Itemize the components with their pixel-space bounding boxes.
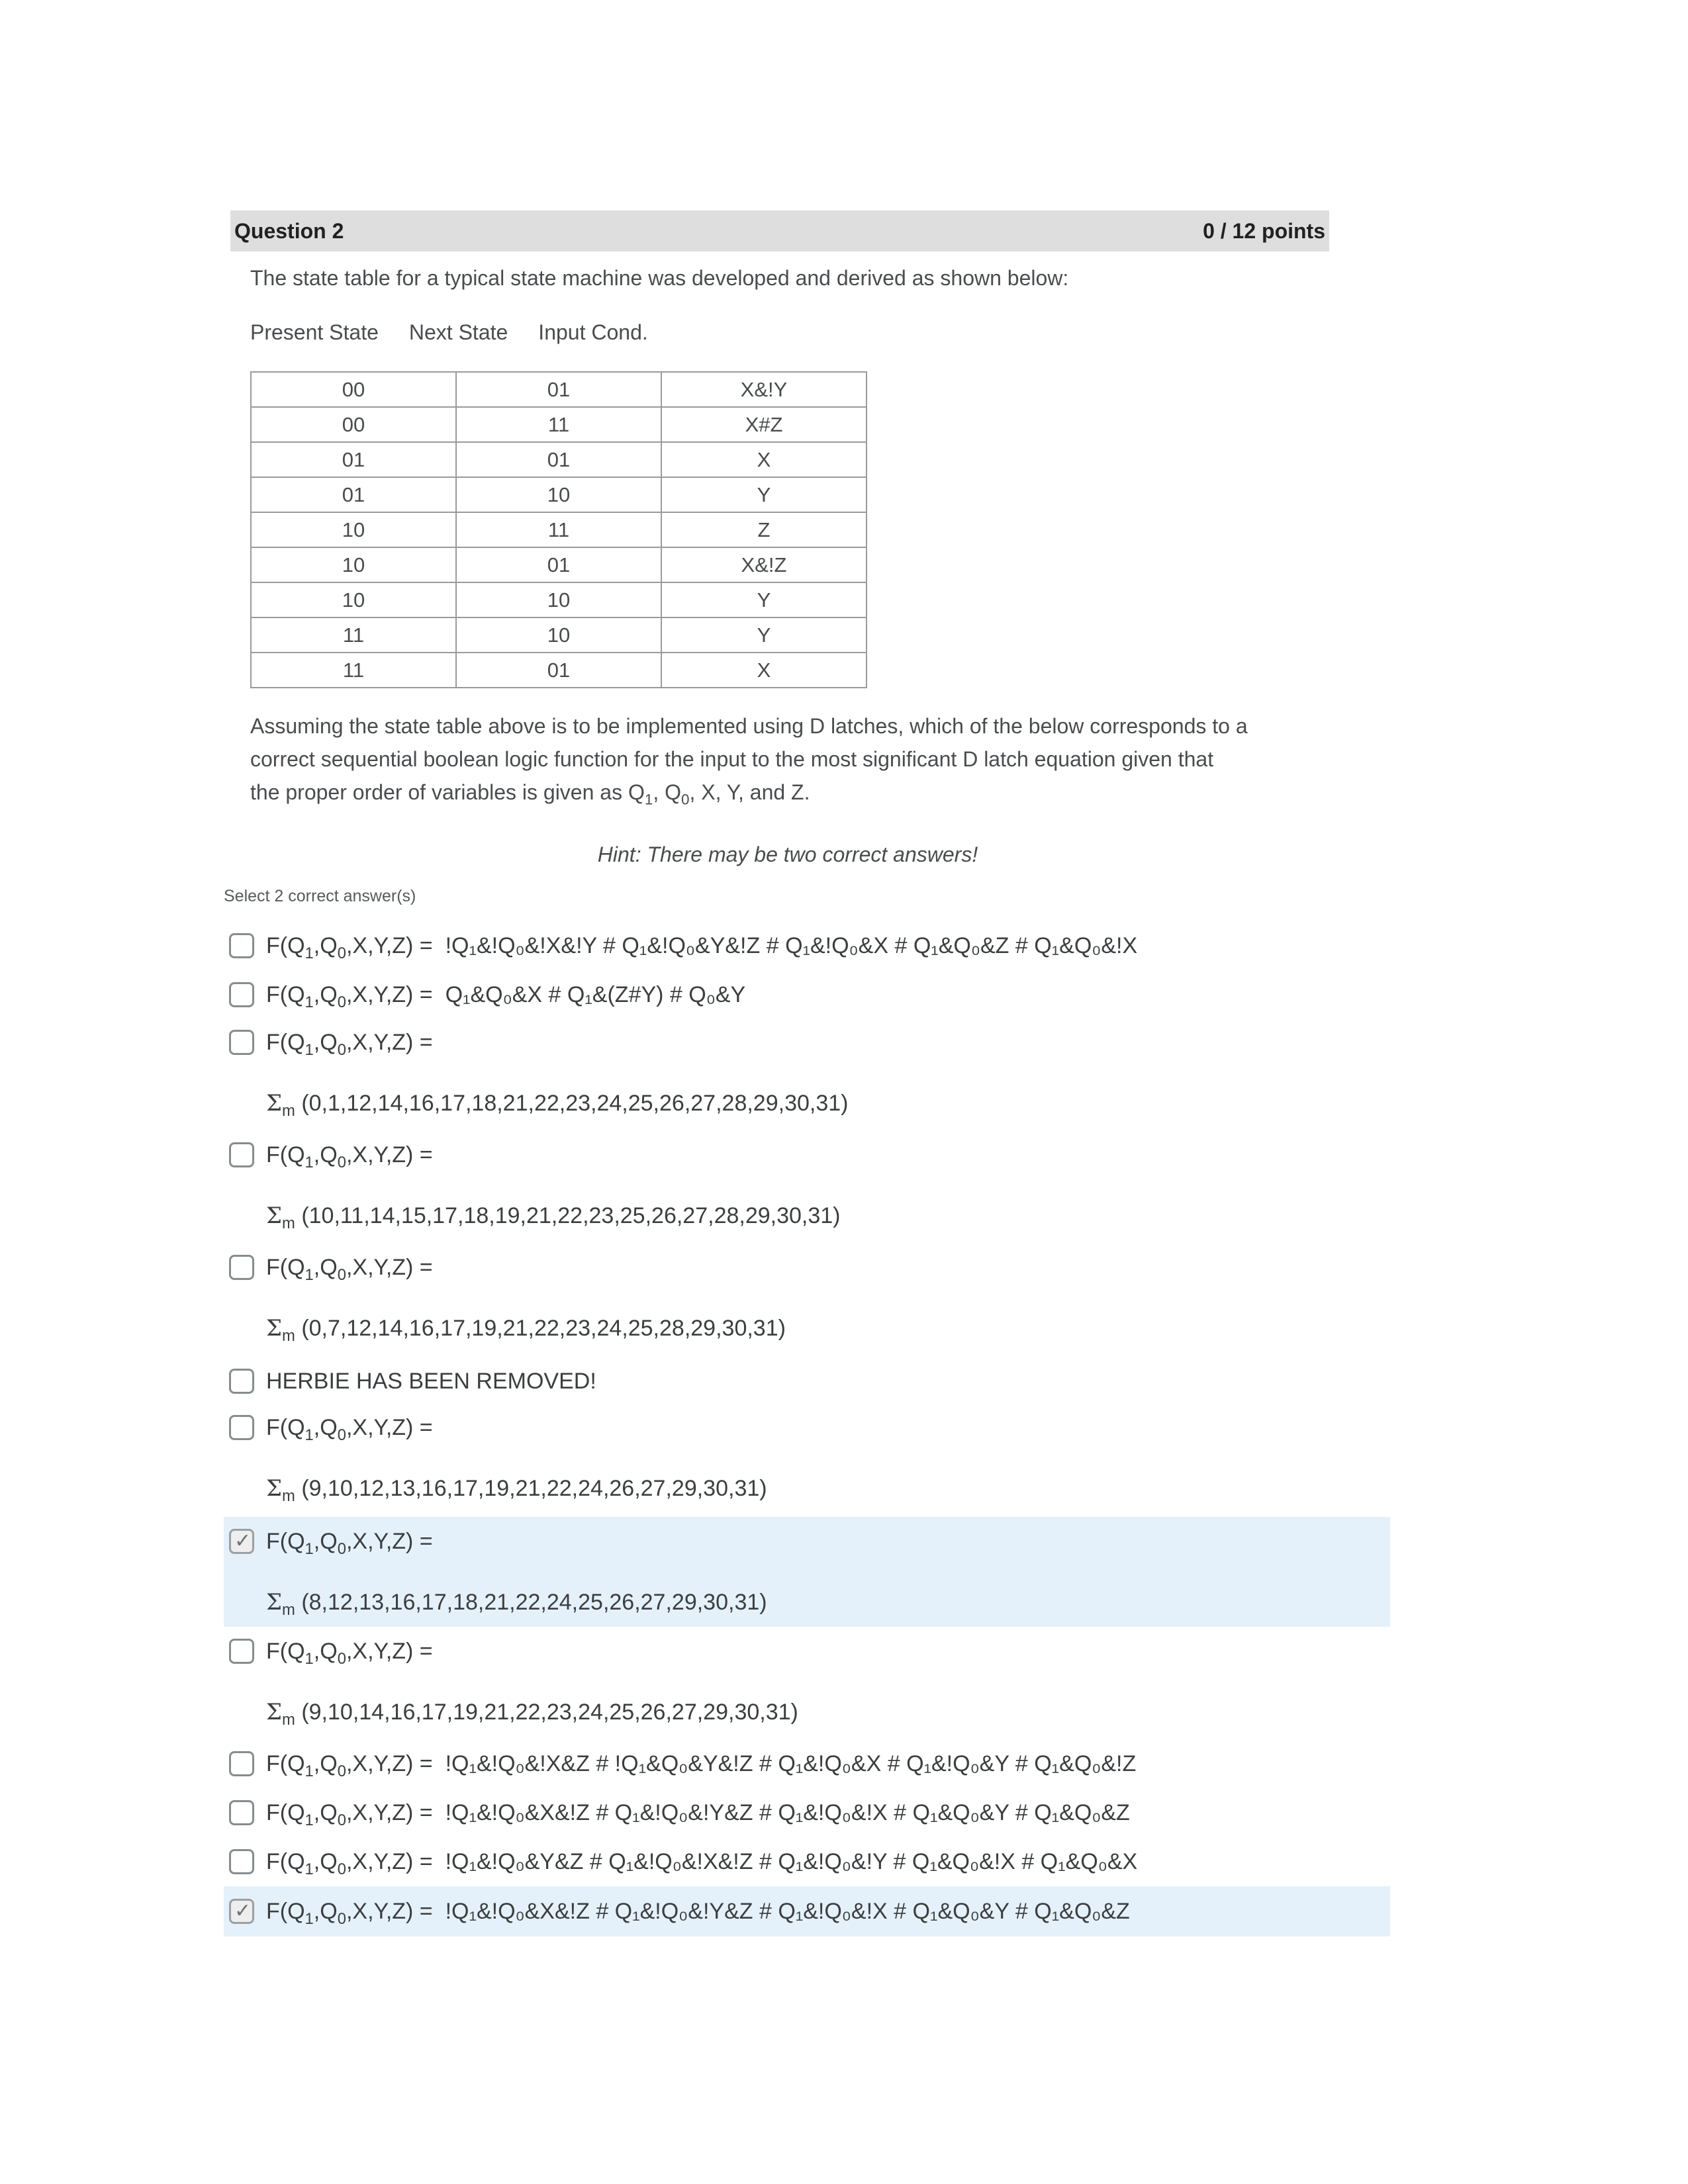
checkbox[interactable] [229,1030,254,1055]
checkbox[interactable] [229,1639,254,1664]
checkbox[interactable] [229,1415,254,1440]
subscript-0: 0 [337,1265,346,1284]
table-row [251,512,867,547]
subscript-1: 1 [305,944,314,962]
question-header [230,210,1329,251]
table-cell: 01 [456,547,661,582]
func-lhs-post: ,X,Y,Z) = [346,1800,433,1825]
question-assumption [250,709,1336,816]
assumption-line-3-mid: , Q [653,780,681,804]
subscript-1: 1 [305,993,314,1011]
func-lhs-post: ,X,Y,Z) = [346,982,433,1007]
checkbox[interactable] [229,933,254,958]
checkbox[interactable] [229,1800,254,1825]
state-table [250,371,867,688]
table-cell: X&!Z [661,547,867,582]
func-lhs-post: ,X,Y,Z) = [346,1849,433,1874]
func-lhs-mid: ,Q [313,1800,338,1825]
question-points: 0 / 12 points [1203,218,1325,243]
func-lhs-post: ,X,Y,Z) = [346,1415,433,1440]
table-row [251,477,867,512]
func-lhs: F(Q [266,982,305,1007]
subscript-1: 1 [305,1649,314,1668]
subscript-0: 0 [337,1539,346,1558]
minterm-list: (0,7,12,14,16,17,19,21,22,23,24,25,28,29,30,31) [301,1316,786,1341]
sigma-subscript: m [282,1214,295,1232]
table-row [251,653,867,688]
sigma-subscript: m [282,1710,295,1729]
select-count-label: Select 2 correct answer(s) [224,887,416,905]
hint-text: Hint: There may be two correct answers! [597,842,978,866]
option-formula [266,929,1137,970]
option-formula [266,978,745,1019]
answer-option-selected[interactable] [224,1517,1390,1627]
table-cell: 01 [456,442,661,477]
option-formula [266,1026,433,1067]
answer-option[interactable] [224,1742,1390,1786]
minterm-list: (10,11,14,15,17,18,19,21,22,23,25,26,27,28,29,30,31) [301,1203,841,1228]
checkbox[interactable] [229,1369,254,1394]
table-cell: X [661,442,867,477]
table-cell: 01 [251,442,456,477]
check-icon: ✓ [234,1900,252,1922]
state-table-headers [250,316,648,349]
func-lhs: F(Q [266,1255,305,1280]
table-cell: 10 [251,512,456,547]
check-icon: ✓ [234,1530,252,1552]
option-rhs: !Q₁&!Q₀&X&!Z # Q₁&!Q₀&!Y&Z # Q₁&!Q₀&!X # Q₁&Q₀&Y # Q₁&Q₀&Z [445,1800,1130,1825]
func-lhs-mid: ,Q [313,982,338,1007]
answer-option[interactable] [224,1133,1390,1239]
answer-option[interactable] [224,1246,1390,1351]
minterm-list: (8,12,13,16,17,18,21,22,24,25,26,27,29,30,31) [301,1590,767,1615]
func-lhs-mid: ,Q [313,1255,338,1280]
subscript-1: 1 [305,1539,314,1558]
table-cell: 11 [251,617,456,653]
question-intro: The state table for a typical state machine was developed and derived as shown below: [250,266,1069,290]
option-rhs: !Q₁&!Q₀&X&!Z # Q₁&!Q₀&!Y&Z # Q₁&!Q₀&!X # Q₁&Q₀&Y # Q₁&Q₀&Z [445,1899,1130,1924]
option-formula [266,1525,433,1566]
subscript-0: 0 [337,993,346,1011]
func-lhs: F(Q [266,1415,305,1440]
checkbox[interactable] [229,1255,254,1280]
minterm-list: (9,10,14,16,17,19,21,22,23,24,25,26,27,29,30,31) [301,1700,798,1725]
func-lhs-post: ,X,Y,Z) = [346,1030,433,1055]
table-cell: 11 [251,653,456,688]
sigma-subscript: m [282,1326,295,1345]
option-minterms [266,1199,841,1240]
func-lhs-post: ,X,Y,Z) = [346,1639,433,1664]
table-cell: 00 [251,372,456,407]
table-cell: 10 [456,582,661,617]
func-lhs: F(Q [266,1529,305,1554]
option-minterms [266,1087,848,1128]
header-present-state: Present State [250,320,379,344]
answer-option[interactable] [224,925,1390,966]
checkbox-checked[interactable] [229,1529,254,1554]
sigma-icon: Σ [266,1699,283,1725]
sigma-icon: Σ [266,1475,283,1502]
subscript-1: 1 [305,1040,314,1059]
sigma-icon: Σ [266,1589,283,1615]
answer-option[interactable] [224,1629,1390,1735]
func-lhs: F(Q [266,1639,305,1664]
answer-option[interactable] [224,974,1390,1015]
option-rhs: !Q₁&!Q₀&Y&Z # Q₁&!Q₀&!X&!Z # Q₁&!Q₀&!Y # Q₁&Q₀&!X # Q₁&Q₀&X [445,1849,1138,1874]
option-rhs: !Q₁&!Q₀&!X&Z # !Q₁&Q₀&Y&!Z # Q₁&!Q₀&X # Q₁&!Q₀&Y # Q₁&Q₀&!Z [445,1751,1137,1776]
subscript-1: 1 [305,1426,314,1444]
option-rhs: Q₁&Q₀&X # Q₁&(Z#Y) # Q₀&Y [445,982,746,1007]
option-formula [266,1411,433,1452]
minterm-list: (9,10,12,13,16,17,19,21,22,24,26,27,29,30,31) [301,1476,767,1501]
answer-option[interactable] [224,1361,1390,1402]
subscript-0: 0 [337,1762,346,1780]
func-lhs-mid: ,Q [313,1639,338,1664]
table-cell: 10 [456,477,661,512]
answer-option[interactable] [224,1406,1390,1512]
assumption-line-2: correct sequential boolean logic function for the input to the most significant D latch equation given that [250,747,1214,771]
checkbox[interactable] [229,1142,254,1167]
subscript-0: 0 [337,944,346,962]
header-input-cond: Input Cond. [538,320,648,344]
table-cell: 01 [456,372,661,407]
table-row [251,372,867,407]
assumption-line-3-pre: the proper order of variables is given as Q [250,780,645,804]
sigma-subscript: m [282,1101,295,1120]
subscript-0: 0 [337,1040,346,1059]
func-lhs-mid: ,Q [313,1849,338,1874]
assumption-line-3 [250,776,1336,816]
assumption-line-1: Assuming the state table above is to be implemented using D latches, which of the below corresponds to a [250,714,1248,738]
func-lhs-mid: ,Q [313,1415,338,1440]
subscript-1: 1 [644,791,653,808]
table-cell: Y [661,582,867,617]
table-cell: X&!Y [661,372,867,407]
option-text: HERBIE HAS BEEN REMOVED! [266,1369,596,1394]
func-lhs-post: ,X,Y,Z) = [346,1751,433,1776]
option-formula [266,1895,1130,1936]
func-lhs-mid: ,Q [313,1030,338,1055]
table-cell: X [661,653,867,688]
func-lhs-post: ,X,Y,Z) = [346,1142,433,1167]
subscript-0: 0 [337,1426,346,1444]
func-lhs: F(Q [266,1030,305,1055]
table-cell: Y [661,617,867,653]
subscript-0: 0 [337,1860,346,1878]
table-cell: 00 [251,407,456,442]
checkbox[interactable] [229,982,254,1007]
subscript-0: 0 [337,1153,346,1171]
table-cell: X#Z [661,407,867,442]
table-row [251,582,867,617]
table-row [251,407,867,442]
func-lhs: F(Q [266,1849,305,1874]
table-cell: 01 [456,653,661,688]
answer-option-selected[interactable] [224,1886,1390,1936]
table-cell: Y [661,477,867,512]
table-cell: Z [661,512,867,547]
func-lhs: F(Q [266,933,305,958]
option-formula [266,1251,433,1292]
table-cell: 11 [456,512,661,547]
option-minterms [266,1586,767,1627]
option-minterms [266,1312,786,1353]
answer-option[interactable] [224,1021,1390,1126]
subscript-0: 0 [337,1811,346,1829]
func-lhs-post: ,X,Y,Z) = [346,1529,433,1554]
subscript-0: 0 [337,1649,346,1668]
table-cell: 11 [456,407,661,442]
option-formula [266,1138,433,1179]
func-lhs-post: ,X,Y,Z) = [346,1899,433,1924]
sigma-icon: Σ [266,1090,283,1116]
option-formula [266,1747,1136,1788]
func-lhs: F(Q [266,1751,305,1776]
subscript-1: 1 [305,1265,314,1284]
table-cell: 10 [251,547,456,582]
option-minterms [266,1696,798,1737]
func-lhs-post: ,X,Y,Z) = [346,1255,433,1280]
checkbox-checked[interactable] [229,1899,254,1924]
option-minterms [266,1472,767,1513]
func-lhs: F(Q [266,1142,305,1167]
func-lhs-mid: ,Q [313,933,338,958]
table-cell: 01 [251,477,456,512]
question-title: Question 2 [234,218,344,243]
func-lhs-mid: ,Q [313,1142,338,1167]
subscript-1: 1 [305,1909,314,1928]
option-rhs: !Q₁&!Q₀&!X&!Y # Q₁&!Q₀&Y&!Z # Q₁&!Q₀&X # Q₁&Q₀&Z # Q₁&Q₀&!X [445,933,1138,958]
func-lhs-mid: ,Q [313,1899,338,1924]
minterm-list: (0,1,12,14,16,17,18,21,22,23,24,25,26,27,28,29,30,31) [301,1091,849,1116]
func-lhs-mid: ,Q [313,1751,338,1776]
func-lhs: F(Q [266,1800,305,1825]
table-cell: 10 [456,617,661,653]
answer-option[interactable] [224,1791,1390,1835]
assumption-line-3-post: , X, Y, and Z. [689,780,810,804]
header-next-state: Next State [408,320,508,344]
subscript-1: 1 [305,1860,314,1878]
table-row [251,442,867,477]
option-formula [266,1635,433,1676]
checkbox[interactable] [229,1849,254,1874]
option-formula [266,1845,1137,1886]
sigma-subscript: m [282,1486,295,1505]
func-lhs-mid: ,Q [313,1529,338,1554]
table-row [251,617,867,653]
sigma-subscript: m [282,1600,295,1619]
subscript-1: 1 [305,1762,314,1780]
subscript-1: 1 [305,1811,314,1829]
sigma-icon: Σ [266,1315,283,1342]
subscript-0: 0 [337,1909,346,1928]
func-lhs-post: ,X,Y,Z) = [346,933,433,958]
answer-option[interactable] [224,1840,1390,1884]
option-formula [266,1796,1130,1837]
table-row [251,547,867,582]
sigma-icon: Σ [266,1203,283,1229]
subscript-1: 1 [305,1153,314,1171]
checkbox[interactable] [229,1751,254,1776]
func-lhs: F(Q [266,1899,305,1924]
subscript-0: 0 [680,791,690,808]
table-cell: 10 [251,582,456,617]
